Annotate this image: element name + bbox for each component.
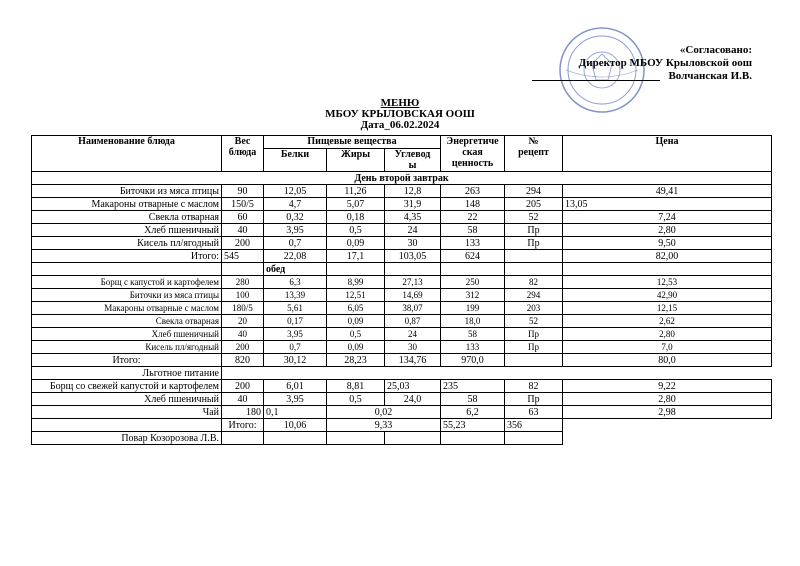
col-fat: Жиры — [327, 149, 385, 172]
section-breakfast: День второй завтрак — [32, 172, 772, 185]
col-energy: Энергетиче ская ценность — [441, 136, 505, 172]
table-row: Макароны отварные с маслом 150/5 4,7 5,07 31,9 148 205 13,05 — [32, 198, 772, 211]
table-row: Свекла отварная 60 0,32 0,18 4,35 22 52 7,24 — [32, 211, 772, 224]
table-row: Хлеб пшеничный 40 3,95 0,5 24 58 Пр 2,80 — [32, 224, 772, 237]
col-price: Цена — [563, 136, 772, 172]
signature-line — [532, 80, 660, 81]
section-lunch: обед — [32, 263, 772, 276]
section-benefit: Льготное питание — [32, 367, 772, 380]
cook-signature: Повар Козорозова Л.В. — [32, 432, 222, 445]
table-row: Борщ со свежей капустой и картофелем 200 6,01 8,81 25,03 235 82 9,22 — [32, 380, 772, 393]
table-row: Хлеб пшеничный 40 3,95 0,5 24 58 Пр 2,80 — [32, 328, 772, 341]
table-row: Свекла отварная 20 0,17 0,09 0,87 18,0 52 2,62 — [32, 315, 772, 328]
menu-table — [31, 135, 772, 445]
approval-director: Директор МБОУ Крыловской оош — [578, 57, 752, 69]
col-carbs: Углевод ы — [385, 149, 441, 172]
cook-row — [32, 432, 772, 445]
lunch-total-row: Итого: 820 30,12 28,23 134,76 970,0 80,0 — [32, 354, 772, 367]
approval-agreed: «Согласовано: — [679, 44, 752, 56]
approval-name: Волчанская И.В. — [668, 70, 752, 82]
col-weight: Вес блюда — [222, 136, 264, 172]
col-nutrients: Пищевые вещества — [264, 136, 441, 149]
table-row: Борщ с капустой и картофелем 280 6,3 8,99 27,13 250 82 12,53 — [32, 276, 772, 289]
menu-date: Дата_06.02.2024 — [360, 119, 440, 131]
header-row-1 — [32, 136, 772, 149]
breakfast-total-row: Итого: 545 22,08 17,1 103,05 624 82,00 — [32, 250, 772, 263]
approval-block — [520, 44, 752, 83]
table-row: Чай 180 0,1 0,02 6,2 63 2,98 — [32, 406, 772, 419]
col-recipe: № рецепт — [505, 136, 563, 172]
menu-title: МЕНЮ — [380, 97, 420, 109]
school-title: МБОУ КРЫЛОВСКАЯ ООШ — [325, 108, 475, 120]
table-row: Макароны отварные с маслом 180/5 5,61 6,05 38,07 199 203 12,15 — [32, 302, 772, 315]
table-row: Биточки из мяса птицы 100 13,39 12,51 14,69 312 294 42,90 — [32, 289, 772, 302]
col-protein: Белки — [264, 149, 327, 172]
document-header — [300, 98, 500, 131]
table-row: Кисель пл/ягодный 200 0,7 0,09 30 133 Пр 7,0 — [32, 341, 772, 354]
col-dish: Наименование блюда — [32, 136, 222, 172]
benefit-total-row: Итого: 10,06 9,33 55,23 356 — [32, 419, 772, 432]
table-row: Хлеб пшеничный 40 3,95 0,5 24,0 58 Пр 2,80 — [32, 393, 772, 406]
table-row: Биточки из мяса птицы 90 12,05 11,26 12,8 263 294 49,41 — [32, 185, 772, 198]
table-row: Кисель пл/ягодный 200 0,7 0,09 30 133 Пр 9,50 — [32, 237, 772, 250]
